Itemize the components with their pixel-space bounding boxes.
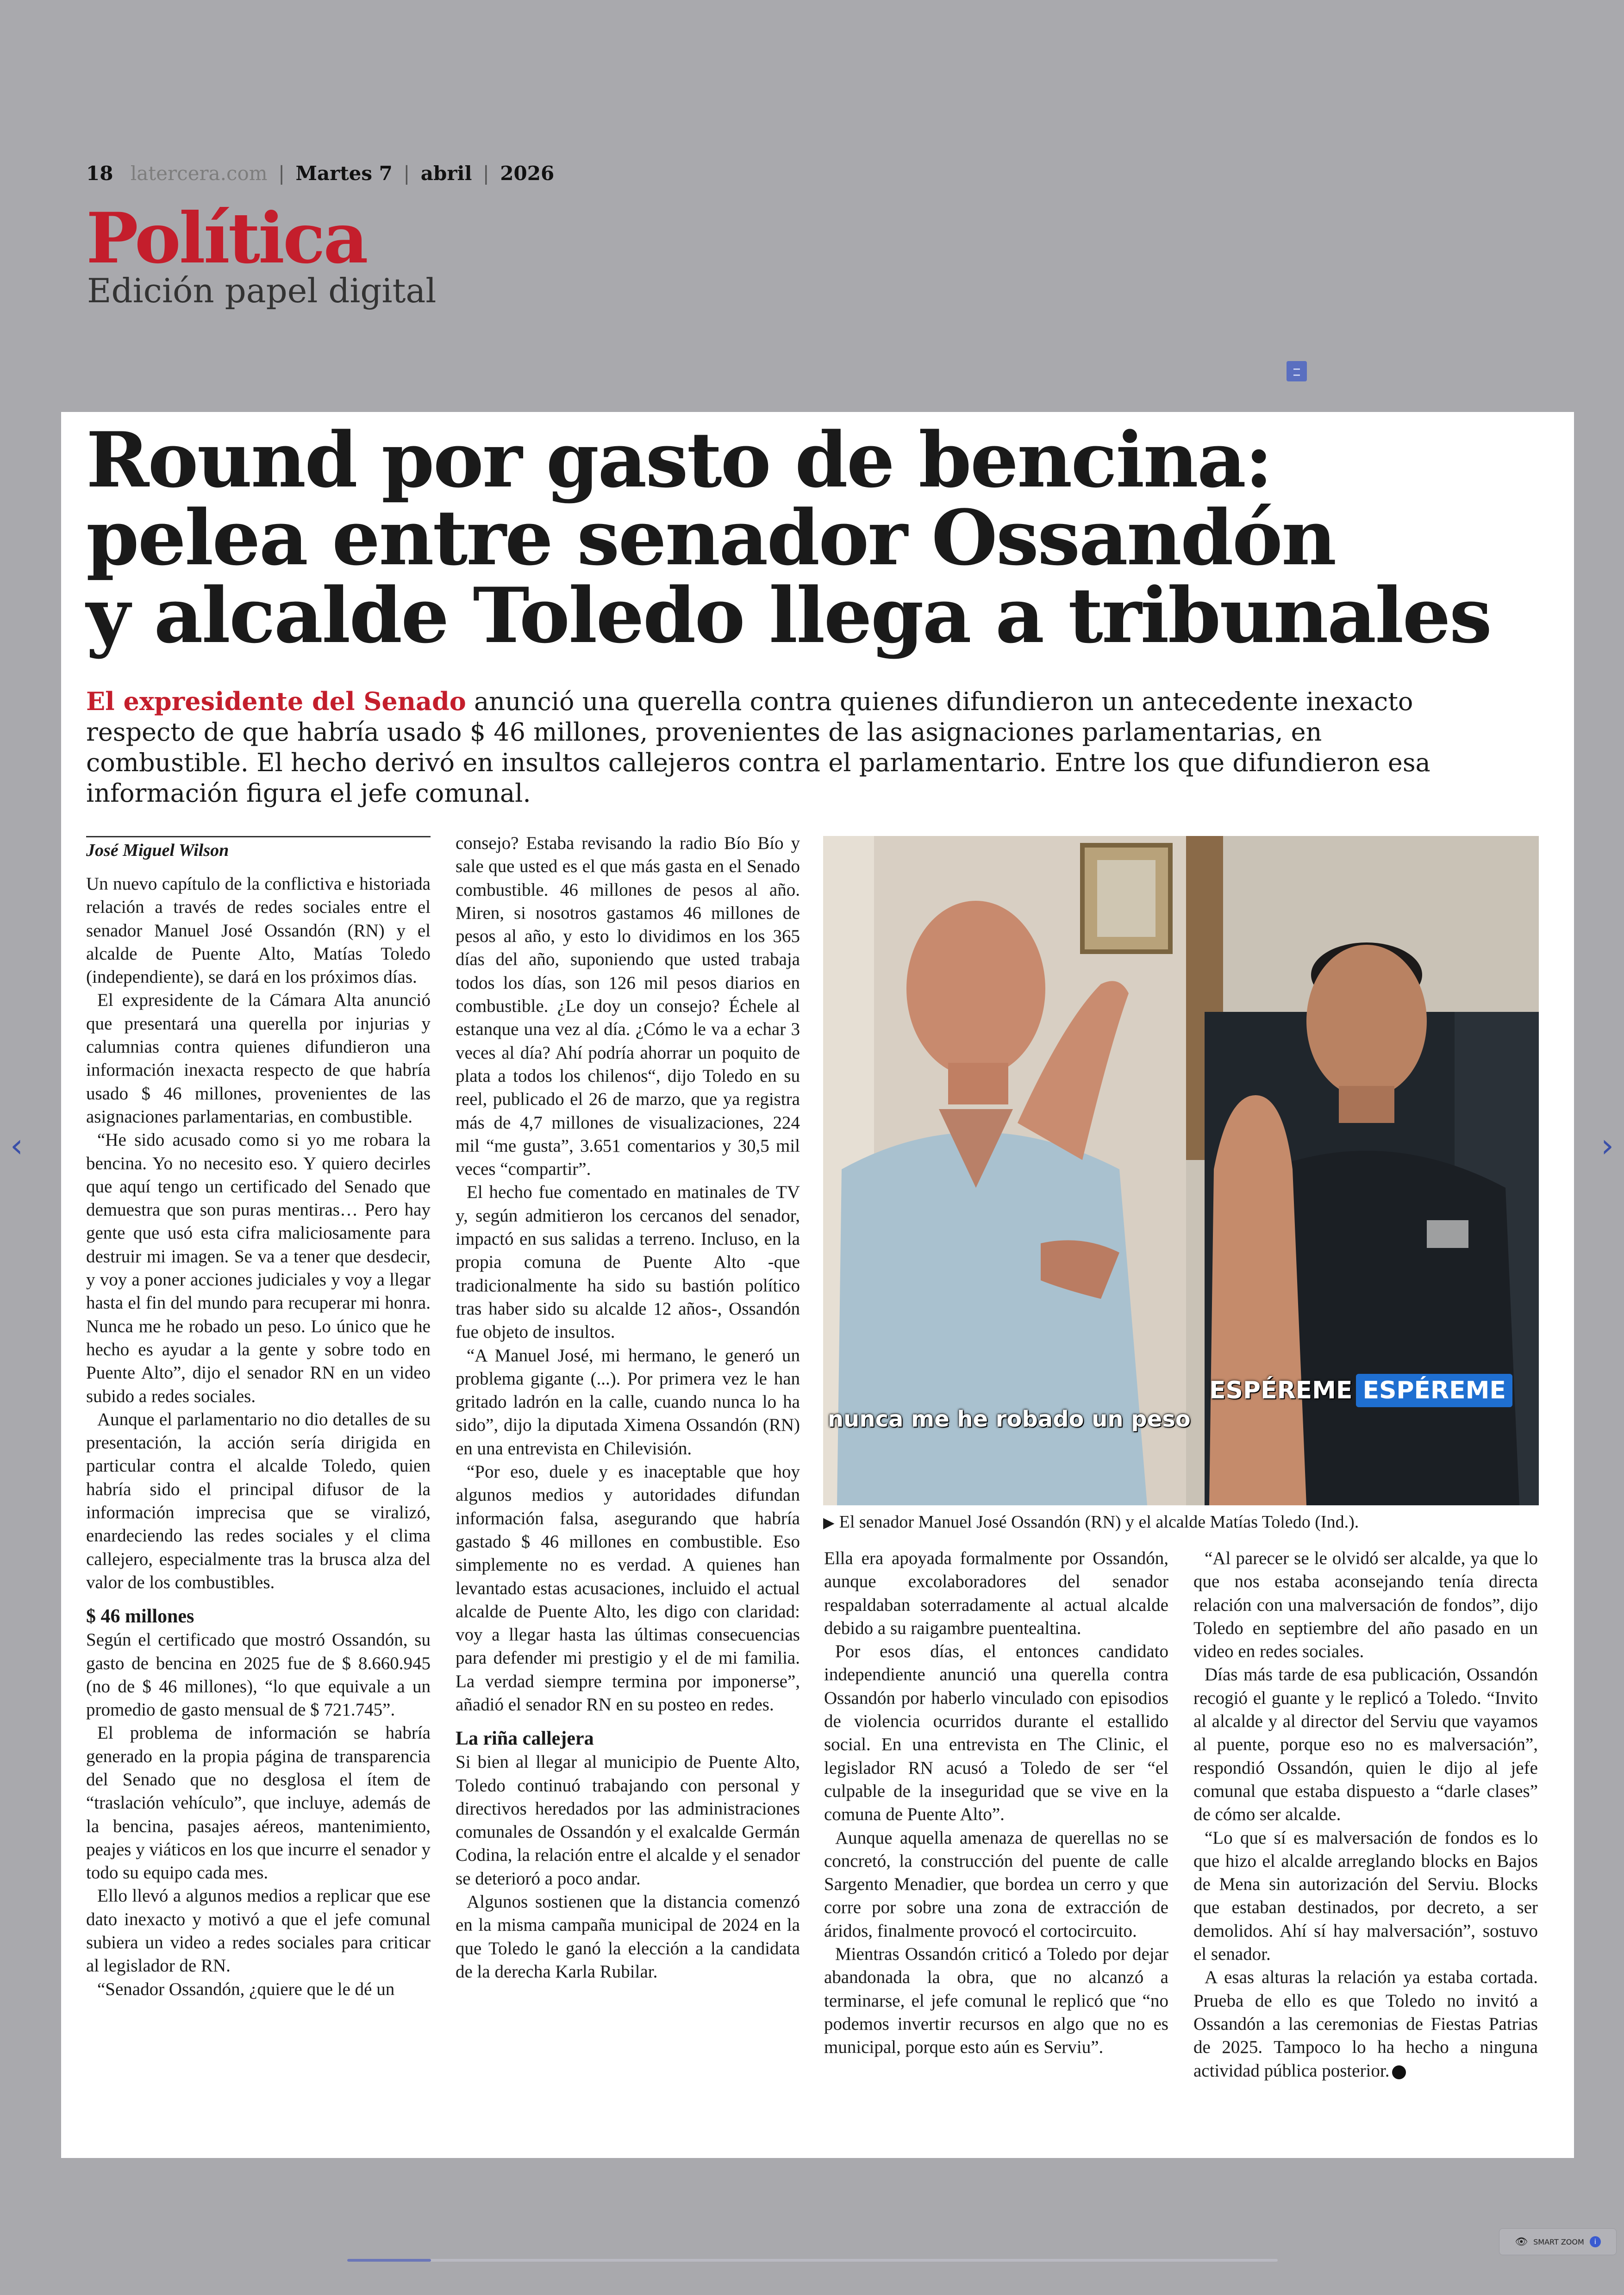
paragraph: consejo? Estaba revisando la radio Bío Bío y sale que usted es el que más gasta en el Senado combustible. 46 millones de pesos al año. Miren, si nosotros gastamos 46 millones de pesos al año, y esto lo dividimos en los 365 días del año, suponiendo que usted trabaja todos los días, son 126 mil pesos diarios en combustible. ¿Le doy un consejo? Échele al estanque una vez al día. ¿Cómo le va a echar 3 veces al día? Ahí podría ahorrar un poquito de plata a todos los chilenos“, dijo Toledo en su reel, publicado el 26 de marzo, que ya registra más de 4,7 millones de visualizaciones, 224 mil “me gusta”, 3.651 comentarios y 30,5 mil veces “compartir”.	[456, 833, 800, 1179]
paragraph: Aunque el parlamentario no dio detalles de su presentación, la acción sería dirigida en particular contra el alcalde Toledo, quien habría sido el principal difusor de la información imprecisa que se viralizó, enardeciendo las redes sociales y el clima callejero, especialmente tras la brusca alza del valor de los combustibles.	[86, 1409, 431, 1592]
chevron-left-icon[interactable]: ‹	[10, 1127, 23, 1165]
paragraph: El problema de información se habría generado en la propia página de transparencia del Senado que no desglosa el ítem de “traslación vehículo”, que incluye, además de la bencina, pasajes aéreos, mantenimiento, peajes y viáticos en los que incurre el senador y todo su equipo cada mes.	[86, 1723, 431, 1883]
eye-icon: 👁	[1515, 2236, 1528, 2248]
paragraph: Mientras Ossandón criticó a Toledo por dejar abandonada la obra, que no alcanzó a terminarse, el jefe comunal le replicó que “no podemos invertir recursos en algo que no es municipal, porque esto aún es Serviu”.	[824, 1944, 1168, 2058]
paragraph: Ella era apoyada formalmente por Ossandón, aunque excolaboradores del senador respaldaban soterradamente al actual alcalde debido a su raigambre puentealtina.	[824, 1548, 1168, 1638]
headline-line: Round por gasto de bencina:	[86, 415, 1272, 505]
paragraph: El expresidente de la Cámara Alta anunció que presentará una querella por injurias y calumnias contra quienes difundieron una información inexacta respecto de que habría usado $ 46 millones, provenientes de las asignaciones parlamentarias, en combustible.	[86, 990, 431, 1127]
subtitle-highlight: ESPÉREME	[1356, 1374, 1512, 1407]
headline-line: y alcalde Toledo llega a tribunales	[86, 571, 1491, 660]
article-column-3	[824, 1547, 1168, 2059]
paragraph: Ello llevó a algunos medios a replicar que ese dato inexacto y motivó a que el jefe comunal subiera un video a redes sociales para criticar al legislador de RN.	[86, 1886, 431, 1976]
paragraph-text: A esas alturas la relación ya estaba cortada. Prueba de ello es que Toledo no invitó a Ossandón a las ceremonias de Fiestas Patrias de 2025. Tampoco lo ha hecho a ninguna actividad pública posterior.	[1193, 1967, 1538, 2081]
lead-highlight: El expresidente del Senado	[86, 686, 466, 716]
site-name: latercera.com	[130, 162, 268, 185]
paragraph: Algunos sostienen que la distancia comenzó en la misma campaña municipal de 2024 en la que Toledo le ganó la elección a la candidata de la derecha Karla Rubilar.	[456, 1892, 800, 1982]
paragraph: “Senador Ossandón, ¿quiere que le dé un	[97, 1979, 395, 1999]
subheading: La riña callejera	[456, 1728, 594, 1750]
headline-line: pelea entre senador Ossandón	[86, 493, 1336, 582]
smart-zoom-button[interactable]	[1499, 2228, 1617, 2255]
end-mark-icon	[1392, 2065, 1406, 2079]
page-progress-fill	[347, 2259, 431, 2262]
paragraph	[1193, 1966, 1538, 2082]
photo-senator	[823, 836, 1186, 1505]
paragraph: Por esos días, el entonces candidato independiente anunció una querella contra Ossandón por haberlo vinculado con episodios de violencia ocurridos durante el estallido social. En una entrevista en The Clinic, el legislador RN acusó a Toledo de ser “el culpable de la inseguridad que se vive en la comuna de Puente Alto”.	[824, 1641, 1168, 1825]
paragraph: “He sido acusado como si yo me robara la bencina. Yo no necesito eso. Y quiero decirles que aquí tengo un certificado del Senado que demuestra que son puras mentiras… Pero hay gente que usó esta cifra maliciosamente para destruir mi imagen. Se va a tener que desdecir, y voy a poner acciones judiciales y voy a llegar hasta el fin del mundo para recuperar mi honra. Nunca me he robado un peso. Lo único que he hecho es ayudar a la gente y sobre todo en Puente Alto”, dijo el senador RN en un video subido a redes sociales.	[86, 1130, 431, 1406]
paragraph: Según el certificado que mostró Ossandón, su gasto de bencina en 2025 fue de $ 8.660.945 (no de $ 46 millones), “lo que equivale a un promedio de gasto mensual de $ 721.745”.	[86, 1630, 431, 1720]
paragraph: “Lo que sí es malversación de fondos es lo que hizo el alcalde arreglando blocks en Bajos de Mena sin autorización del Serviu. Blocks que estaban destinados, por decreto, a ser demolidos. Ahí sí hay malversación”, sostuvo el senador.	[1193, 1827, 1538, 1964]
newspaper-page	[61, 412, 1574, 2158]
lead-text: anunció una querella contra quienes difundieron un antecedente inexacto respecto de que habría usado $ 46 millones, provenientes de las asignaciones parlamentarias, en combustible. El hecho derivó en insultos callejeros contra el parlamentario. Entre los que difundieron esa información figura el jefe comunal.	[86, 687, 1430, 808]
article-column-1	[86, 836, 431, 2001]
lead-paragraph	[86, 686, 1466, 809]
subheading: $ 46 millones	[86, 1606, 194, 1628]
edition-label: Edición papel digital	[87, 271, 437, 310]
bookmark-icon[interactable]	[1287, 361, 1307, 381]
headline	[86, 415, 1521, 660]
paragraph: El hecho fue comentado en matinales de TV y, según admitieron los cercanos del senador, impactó en sus salidas a terreno. Incluso, en la propia comuna de Puente Alto -que tradicionalmente ha sido su bastión político tras haber sido su alcalde 12 años-, Ossandón fue objeto de insultos.	[456, 1182, 800, 1342]
video-subtitle-right	[1209, 1377, 1512, 1404]
paragraph: Aunque aquella amenaza de querellas no se concretó, la construcción del puente de calle Sargento Menadier, que bordea un cerro y que corre por sobre una zona de extracción de áridos, finalmente provocó el cortocircuito.	[824, 1827, 1168, 1941]
page-progress-bar[interactable]	[347, 2259, 1278, 2262]
video-subtitle-left: nunca me he robado un peso	[828, 1406, 1191, 1432]
date-month: abril	[420, 162, 472, 185]
info-icon[interactable]: i	[1590, 2236, 1601, 2247]
paragraph: “Por eso, duele y es inaceptable que hoy algunos medios y autoridades difundan información falsa, asegurando que habría gastado $ 46 millones en combustible. Eso simplemente no es verdad. A quienes han levantado estas acusaciones, incluido el actual alcalde de Puente Alto, les digo con claridad: voy a llegar hasta las últimas consecuencias para defender mi prestigio y el de mi familia. La verdad siempre termina por imponerse”, añadió el senador RN en su posteo en redes.	[456, 1462, 800, 1715]
caption-arrow-icon: ▶	[823, 1514, 835, 1531]
chevron-right-icon[interactable]: ›	[1601, 1127, 1614, 1165]
subtitle-word: ESPÉREME	[1209, 1377, 1353, 1404]
paragraph: “Al parecer se le olvidó ser alcalde, ya que lo que nos estaba aconsejando tenía directa relación con una malversación de fondos”, dijo Toledo en septiembre del año pasado en un video en redes sociales.	[1193, 1548, 1538, 1662]
photo-caption	[823, 1511, 1539, 1534]
paragraph: “A Manuel José, mi hermano, le generó un problema gigante (...). Por primera vez le han gritado ladrón en la calle, cuando nunca lo ha sido”, dijo la diputada Ximena Ossandón (RN) en una entrevista en Chilevisión.	[456, 1345, 800, 1459]
paragraph: Un nuevo capítulo de la conflictiva e historiada relación a través de redes sociales entre el senador Manuel José Ossandón (RN) y el alcalde de Puente Alto, Matías Toledo (independiente), se dará en los próximos días.	[86, 874, 431, 987]
article-column-2	[456, 832, 800, 1983]
byline: José Miguel Wilson	[86, 836, 431, 861]
section-title: Política	[86, 198, 367, 279]
smart-zoom-label: SMART ZOOM	[1533, 2237, 1584, 2246]
date-year: 2026	[500, 162, 555, 185]
article-column-4	[1193, 1547, 1538, 2083]
article-photo	[823, 836, 1539, 1505]
caption-text: El senador Manuel José Ossandón (RN) y el alcalde Matías Toledo (Ind.).	[839, 1512, 1359, 1532]
page-number: 18	[86, 162, 113, 185]
date-day: Martes 7	[295, 162, 393, 185]
page-header: 18 latercera.com | Martes 7 | abril | 2026	[86, 162, 555, 185]
paragraph: Si bien al llegar al municipio de Puente Alto, Toledo continuó trabajando con personal y directivos heredados por las administraciones comunales de Ossandón y el exalcalde Germán Codina, la relación entre el alcalde y el senador se deterioró a poco andar.	[456, 1752, 800, 1889]
paragraph: Días más tarde de esa publicación, Ossandón recogió el guante y le replicó a Toledo. “Invito al alcalde y al director del Serviu que vayamos al puente, porque eso no es malversación”, respondió Ossandón, quien le dijo al jefe comunal que estaba dispuesto a “darle clases” de cómo ser alcalde.	[1193, 1665, 1538, 1825]
